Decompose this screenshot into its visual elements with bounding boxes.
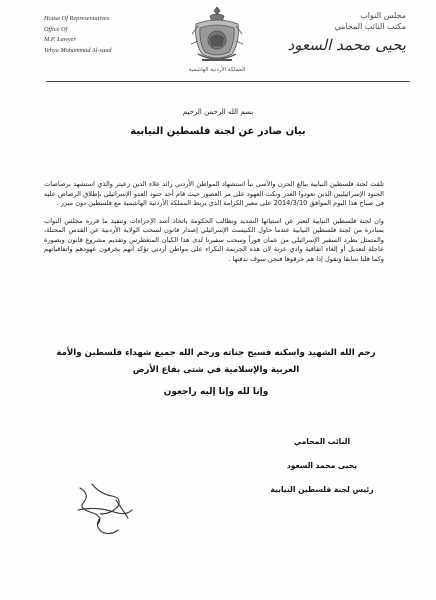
paragraph: تلقت لجنة فلسطين النيابية ببالغ الحزن والأسى نبأ استشهاد المواطن الأردني رائد علاء الدين زعيتر والذي استشهد برصاصات الجنود الإسرائيليين الذين تعودوا الغدر ونكث العهود على مر العصور حيث قام أحد جنود العدو الإسرائيلي بإطلاق الرصاص عليه في صباح هذا اليوم الموافق 2014/3/10 على معبر الكرامة الذي يربط المملكة الأردنية الهاشمية مع فلسطين دون مبرر . xyxy=(44,180,384,208)
letterhead-arabic xyxy=(266,10,406,56)
basmala: بسم الله الرحمن الرحيم xyxy=(182,108,254,116)
statement-body xyxy=(44,180,384,272)
signatory-name: يحيى محمد السعود xyxy=(286,461,358,470)
jordan-coat-of-arms-icon xyxy=(188,4,246,68)
letterhead-line: Yehya Mohammad Al-saud xyxy=(44,46,112,54)
prayer-text: رحم الله الشهيد واسكنه فسيح جناته ورحم الله جميع شهداء فلسطين والأمة العربية والإسلامية في شتى بقاع الأرض xyxy=(56,348,376,375)
statement-title: بيان صادر عن لجنة فلسطين النيابية xyxy=(130,126,306,137)
letterhead-name: يحيى محمد السعود xyxy=(287,36,406,54)
letterhead-english xyxy=(44,14,174,56)
letterhead-divider xyxy=(46,81,410,82)
signatory-role: النائب المحامي xyxy=(293,437,351,446)
signature-block xyxy=(262,430,382,502)
emblem-caption: المملكة الأردنية الهاشمية xyxy=(188,67,246,73)
letterhead-line: M.P. Lawyer xyxy=(44,36,76,43)
letterhead-line: Office Of xyxy=(44,25,68,33)
signatory-title: رئيس لجنة فلسطين النيابية xyxy=(270,485,374,494)
closing-text: وإنا لله وإنا إليه راجعون xyxy=(163,387,269,397)
letterhead-parliament: مجلس النواب xyxy=(360,11,406,20)
letterhead-line: House Of Representatives xyxy=(44,15,110,22)
paragraph: وان لجنة فلسطين النيابية لتعبر عن استيائها الشديد وتطالب الحكومة باتخاذ أشد الإجراءات وتنفيذ ما قرره مجلس النواب بمبادرة من لجنة فلسطين النيابية عندما حاول الكنيست الإسرائيلي إصدار قانون لسحب الولاية الأردنية عن القدس المحتلة، والمتمثل بطرد السفير الإسرائيلي من عمان فوراً وسحب سفيرنا لدى هذا الكيان المتغطرس وتقديم مشروع قانون وبصورة عاجلة لتعديل أو إلغاء اتفاقية وادي عربة لان هذه الجريمة النكراء على مواطن أردني تؤكد أنهم يخرقون عهودهم واتفاقياتهم وكما قلنا سابقا ونقول إذا هم خرقوها فنحن سوف ندفنها . xyxy=(44,216,384,263)
handwritten-signature-icon xyxy=(70,480,140,538)
letterhead-office: مكتب النائب المحامي xyxy=(334,22,406,31)
